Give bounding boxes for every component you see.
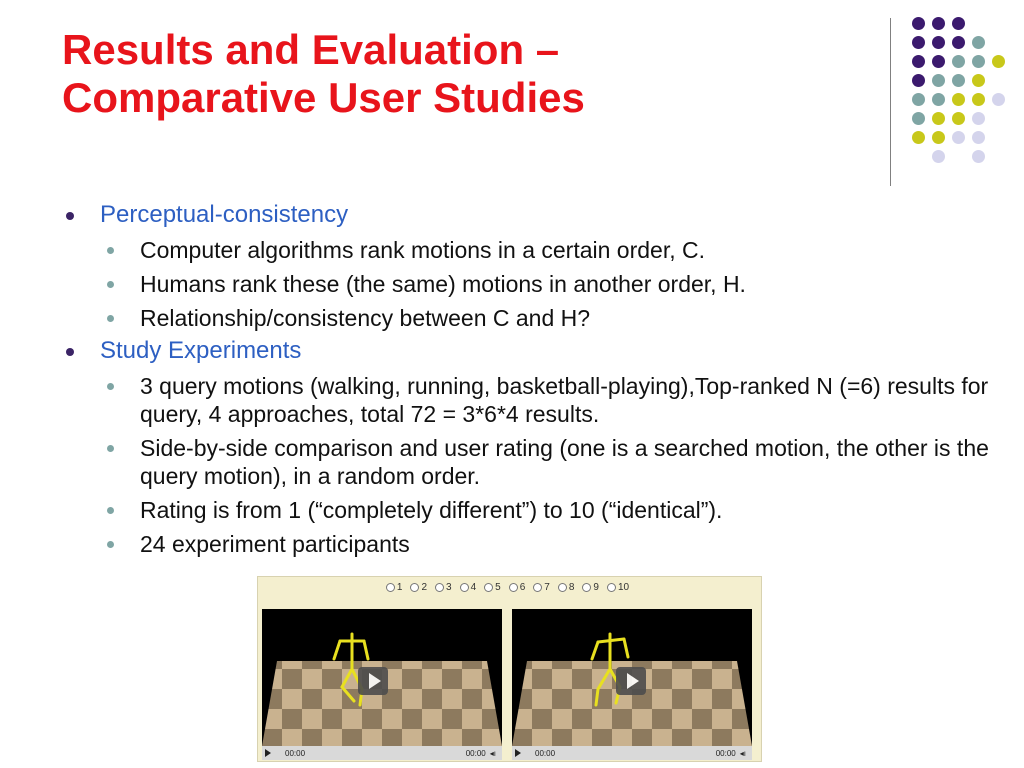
sub-bullet — [62, 530, 1002, 558]
decor-dot — [932, 74, 945, 87]
bullet-dot-icon — [66, 212, 74, 220]
decor-dot — [932, 131, 945, 144]
radio-circle-icon[interactable] — [509, 583, 518, 592]
decor-dot — [912, 112, 925, 125]
bullet-dot-icon — [66, 348, 74, 356]
sub-bullet-text: Computer algorithms rank motions in a certain order, C. — [140, 237, 706, 263]
radio-circle-icon[interactable] — [410, 583, 419, 592]
volume-icon[interactable]: ◂ı — [489, 748, 496, 758]
rating-option[interactable]: 2 — [410, 582, 427, 593]
time-current: 00:00 — [535, 748, 556, 758]
player-controls — [262, 746, 502, 760]
bullet-dot-icon — [107, 541, 114, 548]
decor-dot — [952, 36, 965, 49]
decor-dot — [952, 93, 965, 106]
radio-circle-icon[interactable] — [533, 583, 542, 592]
rating-option[interactable]: 3 — [435, 582, 452, 593]
rating-option[interactable]: 6 — [509, 582, 526, 593]
bullet-dot-icon — [107, 383, 114, 390]
decor-dot — [972, 93, 985, 106]
time-total: 00:00 — [465, 748, 486, 758]
sub-bullet — [62, 304, 1002, 332]
bullet-list — [62, 196, 1002, 558]
divider-line — [890, 18, 891, 186]
sub-bullet-text: 24 experiment participants — [140, 531, 410, 557]
decor-dot — [952, 112, 965, 125]
decor-dot — [952, 17, 965, 30]
decor-dot — [932, 55, 945, 68]
play-icon — [627, 673, 639, 689]
radio-circle-icon[interactable] — [558, 583, 567, 592]
radio-circle-icon[interactable] — [607, 583, 616, 592]
bullet-dot-icon — [107, 445, 114, 452]
decor-dot — [972, 131, 985, 144]
decor-dot — [932, 112, 945, 125]
decor-dot — [912, 55, 925, 68]
decor-dot — [912, 36, 925, 49]
sub-bullet-text: Relationship/consistency between C and H? — [140, 305, 591, 331]
rating-option[interactable]: 4 — [460, 582, 477, 593]
decor-dot — [932, 17, 945, 30]
decor-dot — [972, 55, 985, 68]
decorative-dot-grid — [0, 0, 1024, 180]
sub-bullet — [62, 434, 1002, 490]
decor-dot — [972, 74, 985, 87]
sub-bullet — [62, 496, 1002, 524]
rating-radio-group — [258, 577, 761, 597]
decor-dot — [952, 74, 965, 87]
volume-icon[interactable]: ◂ı — [739, 748, 746, 758]
decor-dot — [972, 112, 985, 125]
play-icon — [369, 673, 381, 689]
decor-dot — [952, 131, 965, 144]
time-current: 00:00 — [285, 748, 306, 758]
right-video-player[interactable] — [512, 609, 752, 760]
bullet-dot-icon — [107, 247, 114, 254]
radio-circle-icon[interactable] — [435, 583, 444, 592]
bullet-dot-icon — [107, 315, 114, 322]
decor-dot — [952, 55, 965, 68]
decor-dot — [972, 150, 985, 163]
decor-dot — [932, 150, 945, 163]
rating-option[interactable]: 10 — [607, 582, 629, 593]
title-line-2: Comparative User Studies — [62, 74, 585, 121]
rating-option[interactable]: 1 — [386, 582, 403, 593]
sub-bullet-text: 3 query motions (walking, running, basketball-playing),Top-ranked N (=6) results for query, 4 approaches, total 72 = 3*6*4 results. — [140, 373, 989, 427]
bullet-heading — [62, 200, 1002, 230]
bullet-dot-icon — [107, 507, 114, 514]
rating-option[interactable]: 9 — [582, 582, 599, 593]
radio-circle-icon[interactable] — [460, 583, 469, 592]
radio-circle-icon[interactable] — [386, 583, 395, 592]
rating-option[interactable]: 5 — [484, 582, 501, 593]
sub-bullet-text: Humans rank these (the same) motions in another order, H. — [140, 271, 746, 297]
rating-option[interactable]: 7 — [533, 582, 550, 593]
sub-bullet — [62, 236, 1002, 264]
decor-dot — [912, 93, 925, 106]
decor-dot — [992, 55, 1005, 68]
title-line-1: Results and Evaluation – — [62, 26, 560, 73]
heading-text: Perceptual-consistency — [100, 201, 349, 228]
left-video-player[interactable] — [262, 609, 502, 760]
sub-bullet-text: Rating is from 1 (“completely different”) to 10 (“identical”). — [140, 497, 723, 523]
bullet-dot-icon — [107, 281, 114, 288]
rating-option[interactable]: 8 — [558, 582, 575, 593]
player-controls — [512, 746, 752, 760]
study-screenshot — [257, 576, 762, 762]
decor-dot — [992, 93, 1005, 106]
heading-text: Study Experiments — [100, 337, 302, 364]
decor-dot — [972, 36, 985, 49]
radio-circle-icon[interactable] — [484, 583, 493, 592]
decor-dot — [912, 131, 925, 144]
decor-dot — [912, 17, 925, 30]
decor-dot — [932, 36, 945, 49]
decor-dot — [912, 74, 925, 87]
sub-bullet-text: Side-by-side comparison and user rating (one is a searched motion, the other is the query motion), in a random order. — [140, 435, 989, 489]
sub-bullet — [62, 372, 1002, 428]
play-overlay-button[interactable] — [358, 667, 388, 695]
play-icon[interactable] — [515, 749, 521, 757]
time-total: 00:00 — [715, 748, 736, 758]
bullet-heading — [62, 336, 1002, 366]
radio-circle-icon[interactable] — [582, 583, 591, 592]
play-overlay-button[interactable] — [616, 667, 646, 695]
sub-bullet — [62, 270, 1002, 298]
play-icon[interactable] — [265, 749, 271, 757]
decor-dot — [932, 93, 945, 106]
